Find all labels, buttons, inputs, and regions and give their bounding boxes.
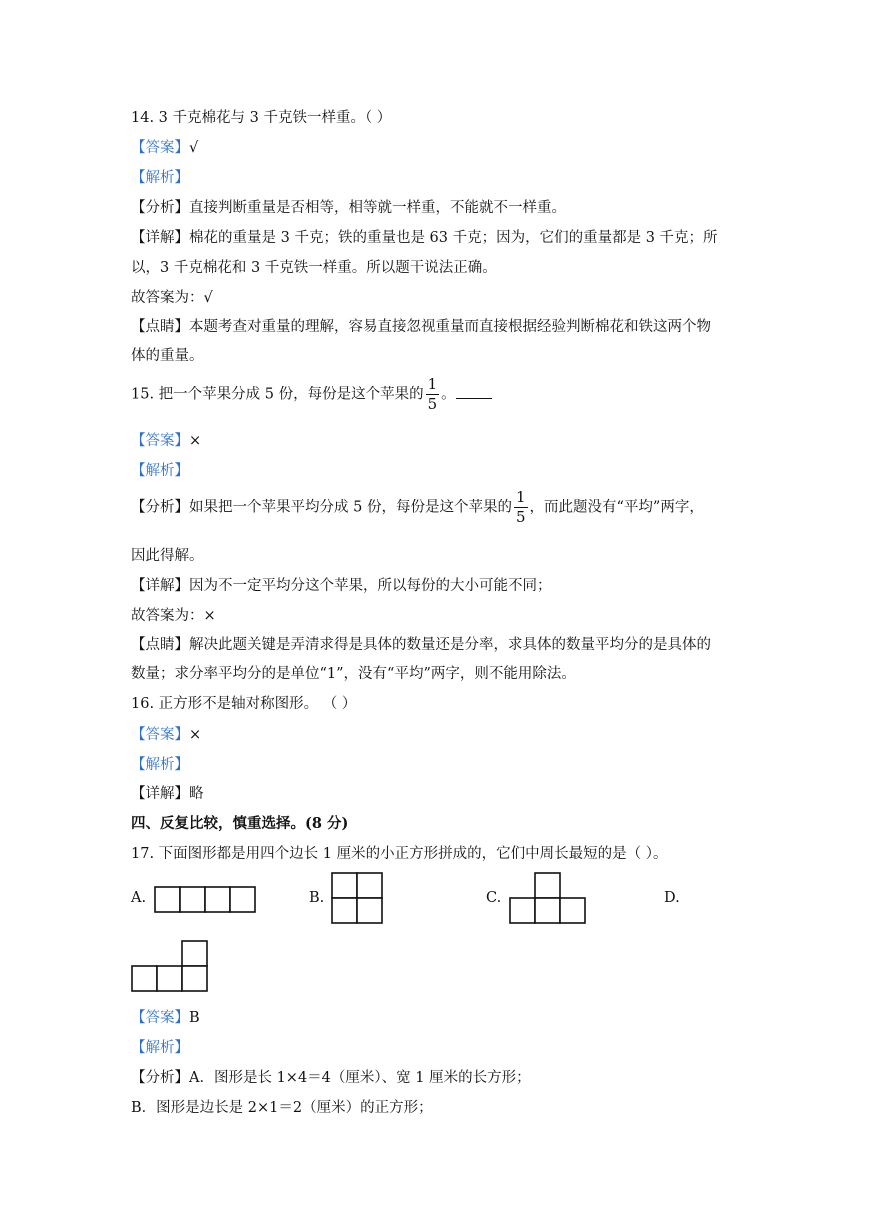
q15-fenxi-text: 【分析】如果把一个苹果平均分成 5 份，每份是这个苹果的 bbox=[131, 499, 512, 516]
q16-answer bbox=[131, 723, 201, 744]
q15-answer bbox=[131, 429, 201, 450]
unit-square bbox=[357, 898, 382, 923]
q17-line-b: B．图形是边长是 2×1＝2（厘米）的正方形； bbox=[131, 1100, 433, 1116]
fraction-numerator: 1 bbox=[515, 488, 526, 506]
q15-analysis-tag: 【解析】 bbox=[131, 463, 189, 479]
q17-question: 17. 下面图形都是用四个边长 1 厘米的小正方形拼成的，它们中周长最短的是（ ）。 bbox=[131, 846, 668, 862]
answer-value: × bbox=[189, 727, 202, 743]
answer-tag: 【答案】 bbox=[131, 727, 189, 743]
answer-blank bbox=[456, 388, 492, 399]
option-d-label: D. bbox=[664, 890, 680, 906]
q16-question: 16. 正方形不是轴对称图形。 （ ） bbox=[131, 696, 357, 712]
fraction bbox=[514, 490, 528, 525]
q14-analysis-tag: 【解析】 bbox=[131, 170, 189, 186]
answer-value: B bbox=[189, 1010, 200, 1026]
q17-answer bbox=[131, 1006, 200, 1027]
option-b-figure bbox=[331, 872, 385, 926]
q15-question bbox=[131, 377, 492, 412]
option-a-figure bbox=[154, 886, 258, 913]
fraction bbox=[426, 377, 440, 412]
q14-xiangjie-2: 以，3 千克棉花和 3 千克铁一样重。所以题干说法正确。 bbox=[131, 260, 497, 276]
q16-xiangjie: 【详解】略 bbox=[131, 786, 204, 802]
option-c-label: C. bbox=[486, 890, 502, 906]
q15-question-text: 15. 把一个苹果分成 5 份，每份是这个苹果的 bbox=[131, 386, 424, 403]
unit-square bbox=[205, 887, 230, 912]
q16-analysis-tag: 【解析】 bbox=[131, 757, 189, 773]
unit-square bbox=[332, 898, 357, 923]
q17-fenxi: 【分析】A．图形是长 1×4＝4（厘米）、宽 1 厘米的长方形； bbox=[131, 1070, 531, 1086]
q14-xiangjie-1: 【详解】棉花的重量是 3 千克；铁的重量也是 63 千克；因为，它们的重量都是 3 千克；所 bbox=[131, 230, 718, 246]
q14-fenxi: 【分析】直接判断重量是否相等，相等就一样重，不能就不一样重。 bbox=[131, 200, 566, 216]
answer-tag: 【答案】 bbox=[131, 433, 189, 449]
q17-analysis-tag: 【解析】 bbox=[131, 1040, 189, 1056]
q14-dianjing-1: 【点睛】本题考查对重量的理解，容易直接忽视重量而直接根据经验判断棉花和铁这两个物 bbox=[131, 319, 711, 335]
unit-square bbox=[357, 873, 382, 898]
q15-question-end: 。 bbox=[441, 386, 456, 403]
answer-tag: 【答案】 bbox=[131, 140, 189, 156]
q15-fenxi-1 bbox=[131, 490, 704, 525]
option-c-figure bbox=[509, 872, 589, 926]
q14-answer bbox=[131, 136, 198, 157]
option-b-label: B. bbox=[309, 890, 325, 906]
q15-dianjing-1: 【点睛】解决此题关键是弄清求得是具体的数量还是分率，求具体的数量平均分的是具体的 bbox=[131, 637, 711, 653]
unit-square bbox=[157, 966, 182, 991]
fraction-denominator: 5 bbox=[427, 395, 438, 413]
unit-square bbox=[182, 941, 207, 966]
option-a-label: A. bbox=[131, 890, 147, 906]
answer-value: √ bbox=[189, 140, 199, 156]
q15-fenxi-2: 因此得解。 bbox=[131, 548, 204, 564]
unit-square bbox=[230, 887, 255, 912]
unit-square bbox=[332, 873, 357, 898]
answer-tag: 【答案】 bbox=[131, 1010, 189, 1026]
unit-square bbox=[535, 898, 560, 923]
section-heading: 四、反复比较，慎重选择。(8 分) bbox=[131, 815, 349, 832]
fraction-numerator: 1 bbox=[427, 375, 438, 393]
unit-square bbox=[182, 966, 207, 991]
q15-conclusion: 故答案为：× bbox=[131, 608, 216, 624]
unit-square bbox=[132, 966, 157, 991]
answer-value: × bbox=[189, 433, 202, 449]
q14-conclusion: 故答案为：√ bbox=[131, 290, 213, 306]
q15-fenxi-end: ，而此题没有“平均”两字， bbox=[529, 499, 704, 516]
q14-dianjing-2: 体的重量。 bbox=[131, 348, 204, 364]
unit-square bbox=[155, 887, 180, 912]
q15-dianjing-2: 数量；求分率平均分的是单位“1”，没有“平均”两字，则不能用除法。 bbox=[131, 666, 576, 682]
unit-square bbox=[510, 898, 535, 923]
q15-xiangjie: 【详解】因为不一定平均分这个苹果，所以每份的大小可能不同； bbox=[131, 578, 552, 594]
unit-square bbox=[560, 898, 585, 923]
q14-question: 14. 3 千克棉花与 3 千克铁一样重。（ ） bbox=[131, 110, 392, 126]
option-d-figure bbox=[131, 940, 211, 994]
fraction-denominator: 5 bbox=[515, 508, 526, 526]
unit-square bbox=[535, 873, 560, 898]
unit-square bbox=[180, 887, 205, 912]
